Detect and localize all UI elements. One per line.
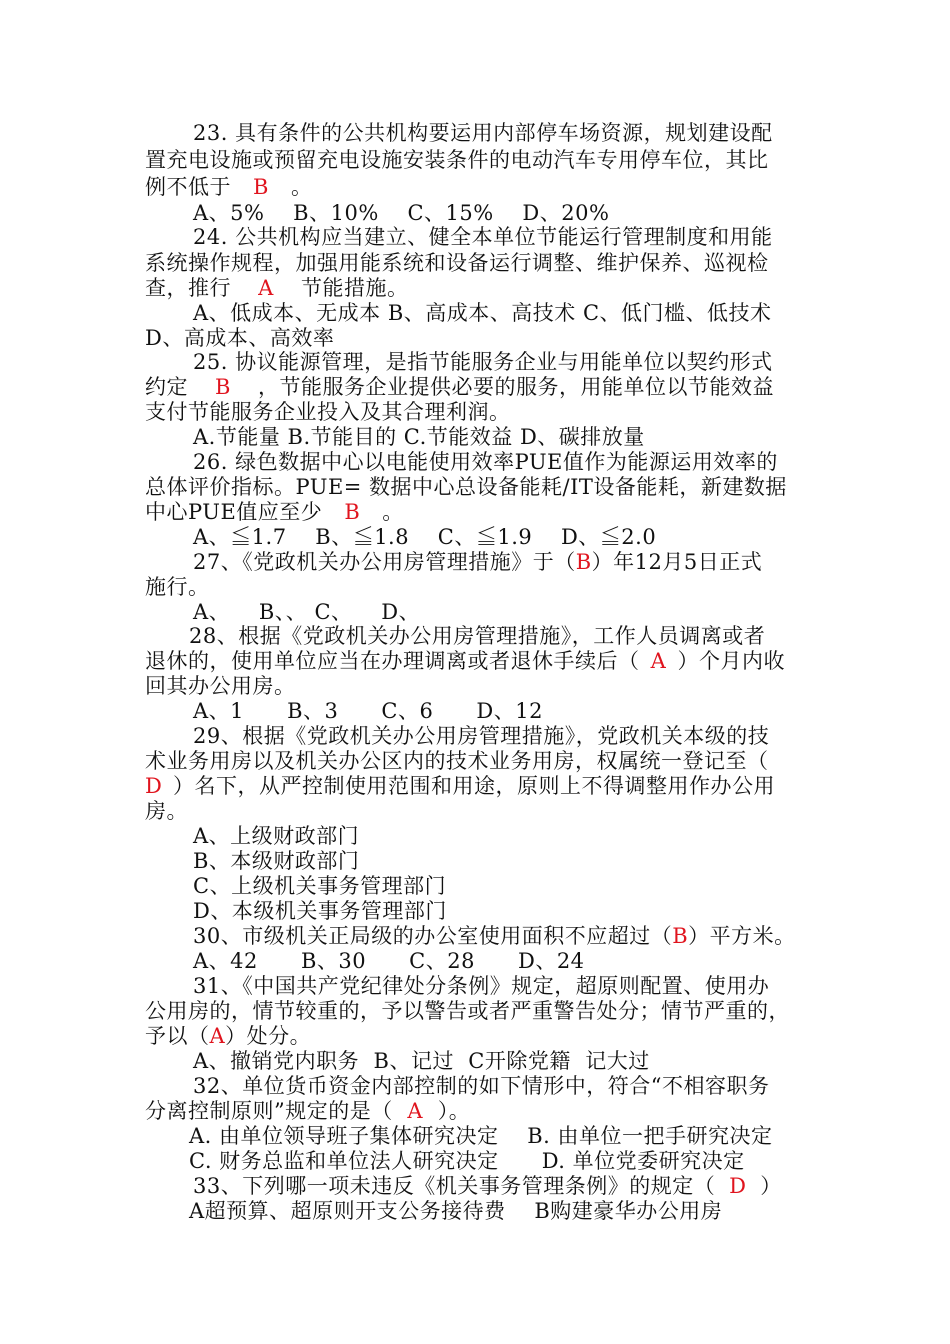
q23-text: 23. 具有条件的公共机构要运用内部停车场资源，规划建设配 (193, 121, 773, 145)
q27-text: 27、《党政机关办公用房管理措施》于（ (193, 550, 576, 574)
q29-line-3 (145, 774, 775, 799)
q29-text: 术业务用房以及机关办公区内的技术业务用房，权属统一登记至（ (145, 749, 769, 773)
q26-options-text: A、≦1.7 B、≦1.8 C、≦1.9 D、≦2.0 (193, 525, 657, 549)
q28-line-3 (145, 674, 296, 699)
q32-options-2 (189, 1149, 745, 1174)
q25-text: ，节能服务企业提供必要的服务，用能单位以节能效益 (258, 375, 774, 399)
q25-line-2 (145, 375, 774, 400)
q28-text: ）个月内收 (677, 649, 785, 673)
q31-text: 31、《中国共产党纪律处分条例》规定，超原则配置、使用办 (193, 974, 770, 998)
q31-line-2 (145, 999, 790, 1024)
q29-line-1 (193, 724, 769, 749)
q28-line-1 (189, 624, 765, 649)
q24-options-text: A、低成本、无成本 B、高成本、高技术 C、低门槛、低技术 (193, 301, 772, 325)
q24-text: 查，推行 (145, 276, 231, 300)
q26-text: 总体评价指标。PUE= 数据中心总设备能耗/IT设备能耗，新建数据 (145, 475, 787, 499)
q32-line-2 (145, 1099, 470, 1124)
q33-options-1 (189, 1199, 722, 1224)
q30-text: ）平方米。 (688, 924, 796, 948)
q28-options (193, 699, 543, 724)
q30-options (193, 949, 585, 974)
q24-line-2 (145, 251, 769, 276)
q31-text: 公用房的，情节较重的，予以警告或者严重警告处分；情节严重的， (145, 999, 790, 1023)
q23-text: 置充电设施或预留充电设施安装条件的电动汽车专用停车位，其比 (145, 148, 769, 172)
q26-line-2 (145, 475, 787, 500)
q33-answer: D (729, 1174, 747, 1198)
q27-text: 施行。 (145, 575, 210, 599)
q23-line-3 (145, 175, 313, 200)
q24-line-1 (193, 225, 773, 250)
q25-text: 支付节能服务企业投入及其合理利润。 (145, 400, 511, 424)
q26-text: 26. 绿色数据中心以电能使用效率PUE值作为能源运用效率的 (193, 450, 778, 474)
q27-options-text: A、 B、、 C、 D、 (193, 600, 421, 624)
q31-line-1 (193, 974, 769, 999)
q29-text: 29、根据《党政机关办公用房管理措施》，党政机关本级的技 (193, 724, 770, 748)
q29-option-text: D、本级机关事务管理部门 (193, 899, 447, 923)
q33-options-text: A超预算、超原则开支公务接待费 B购建豪华办公用房 (189, 1199, 723, 1223)
q29-answer: D (145, 774, 163, 798)
q27-options (193, 600, 420, 625)
q32-options-text: A. 由单位领导班子集体研究决定 B. 由单位一把手研究决定 (189, 1124, 773, 1148)
q24-text: 24. 公共机构应当建立、健全本单位节能运行管理制度和用能 (193, 225, 773, 249)
q26-answer-blank (322, 500, 382, 524)
q24-text: 系统操作规程，加强用能系统和设备运行调整、维护保养、巡视检 (145, 251, 769, 275)
q31-options (193, 1049, 650, 1074)
q33-text: ） (760, 1174, 782, 1198)
q23-line-2 (145, 148, 769, 173)
q26-options (193, 525, 656, 550)
q25-answer: B (215, 375, 231, 399)
q30-options-text: A、42 B、30 C、28 D、24 (193, 949, 585, 973)
q25-options (193, 425, 645, 450)
q26-text: 。 (382, 500, 404, 524)
q25-text: 约定 (145, 375, 188, 399)
q24-answer: A (258, 276, 274, 300)
q27-line-1 (193, 550, 762, 575)
q24-line-3 (145, 276, 409, 301)
q32-text: 分离控制原则”规定的是（ (145, 1099, 393, 1123)
q32-text: ）。 (437, 1099, 471, 1123)
q26-line-3 (145, 500, 404, 525)
q28-line-2 (145, 649, 785, 674)
q23-answer-blank (231, 175, 291, 199)
q26-answer: B (344, 500, 361, 524)
q25-answer-blank (188, 375, 258, 399)
q26-text: 中心PUE值应至少 (145, 500, 323, 524)
q28-options-text: A、1 B、3 C、6 D、12 (193, 699, 543, 723)
q25-line-1 (193, 350, 773, 375)
q32-answer: A (407, 1099, 424, 1123)
q33-line-1 (193, 1174, 782, 1199)
q27-line-2 (145, 575, 210, 600)
q29-option-c (193, 874, 446, 899)
q31-text: ）处分。 (225, 1024, 312, 1048)
q27-text: ）年12月5日正式 (591, 550, 763, 574)
q32-options-text: C. 财务总监和单位法人研究决定 D. 单位党委研究决定 (189, 1149, 745, 1173)
q31-options-text: A、撤销党内职务 B、记过 C开除党籍 记大过 (193, 1049, 650, 1073)
q33-text: 33、下列哪一项未违反《机关事务管理条例》的规定（ (193, 1174, 716, 1198)
q24-text: 节能措施。 (301, 276, 409, 300)
q29-option-text: B、本级财政部门 (193, 849, 360, 873)
q30-line-1 (193, 924, 796, 949)
q23-options-text: A、5% B、10% C、15% D、20% (193, 201, 610, 225)
q24-options-2 (145, 326, 334, 351)
q29-text: ）名下，从严控制使用范围和用途，原则上不得调整用作办公用 (173, 774, 775, 798)
q29-option-a (193, 824, 359, 849)
q31-answer: A (209, 1024, 226, 1048)
q32-text: 32、单位货币资金内部控制的如下情形中，符合“不相容职务 (193, 1074, 770, 1098)
q29-option-text: C、上级机关事务管理部门 (193, 874, 447, 898)
q32-options-1 (189, 1124, 773, 1149)
q29-option-d (193, 899, 447, 924)
q32-line-1 (193, 1074, 769, 1099)
q30-answer: B (672, 924, 689, 948)
q28-text: 退休的，使用单位应当在办理调离或者退休手续后（ (145, 649, 640, 673)
q28-text: 28、根据《党政机关办公用房管理措施》，工作人员调离或者 (189, 624, 766, 648)
q28-answer: A (650, 649, 667, 673)
q23-line-1 (193, 121, 773, 146)
q31-line-3 (145, 1024, 311, 1049)
q28-text: 回其办公用房。 (145, 674, 296, 698)
q29-option-text: A、上级财政部门 (193, 824, 360, 848)
q25-options-text: A.节能量 B.节能目的 C.节能效益 D、碳排放量 (193, 425, 645, 449)
q27-answer: B (575, 550, 592, 574)
q23-text: 例不低于 (145, 175, 231, 199)
q31-text: 予以（ (145, 1024, 210, 1048)
q23-options (193, 201, 609, 226)
q26-line-1 (193, 450, 778, 475)
q23-answer: B (253, 175, 269, 199)
q25-line-3 (145, 400, 511, 425)
q29-option-b (193, 849, 359, 874)
q30-text: 30、市级机关正局级的办公室使用面积不应超过（ (193, 924, 673, 948)
q23-text: 。 (291, 175, 313, 199)
q29-line-2 (145, 749, 769, 774)
q25-text: 25. 协议能源管理，是指节能服务企业与用能单位以契约形式 (193, 350, 773, 374)
q29-line-4 (145, 799, 188, 824)
q24-options-text: D、高成本、高效率 (145, 326, 335, 350)
q24-options-1 (193, 301, 772, 326)
q24-answer-blank (231, 276, 301, 300)
q29-text: 房。 (145, 799, 188, 823)
